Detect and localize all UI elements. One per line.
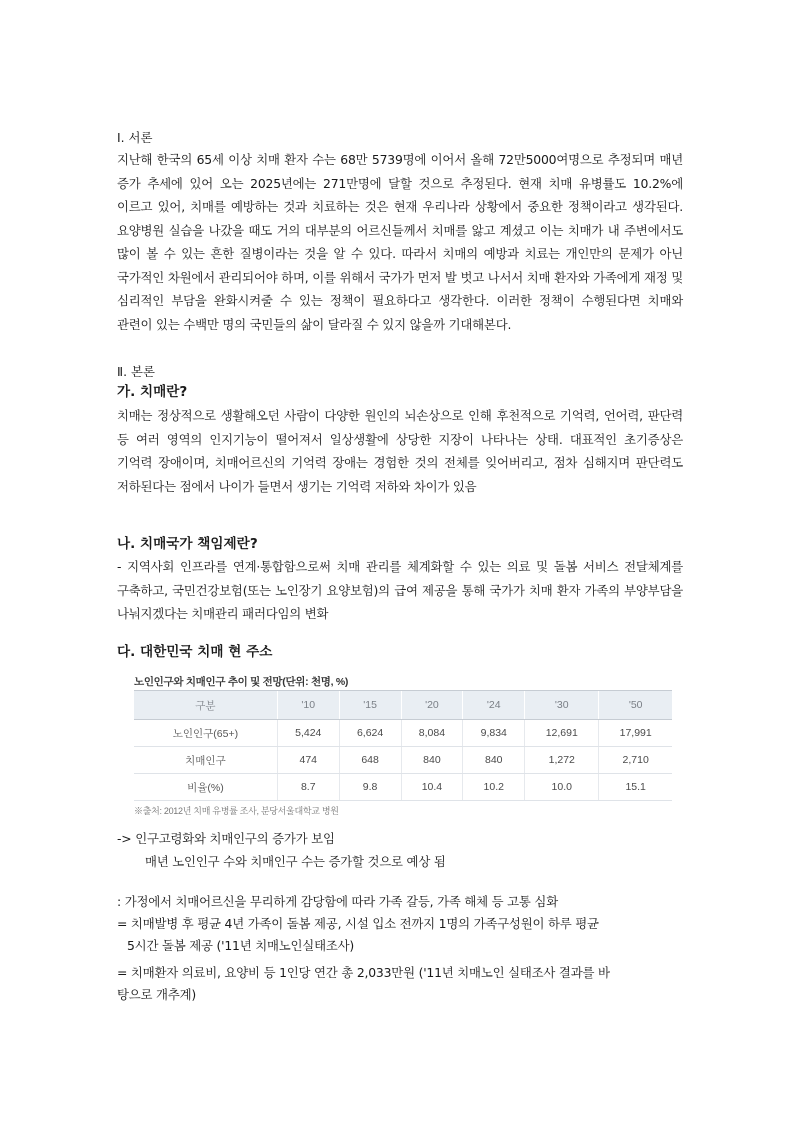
table-cell: 840 — [463, 747, 525, 774]
figure-source: ※출처: 2012년 치매 유병률 조사, 분당서울대학교 병원 — [134, 806, 339, 816]
table-header-cell: '10 — [277, 691, 339, 720]
table-cell: 8,084 — [401, 720, 463, 747]
table-cell: 노인인구(65+) — [134, 720, 277, 747]
table-cell: 6,624 — [339, 720, 401, 747]
table-cell: 5,424 — [277, 720, 339, 747]
table-header-cell: '30 — [525, 691, 599, 720]
impact-line: : 가정에서 치매어르신을 무리하게 감당함에 따라 가족 갈등, 가족 해체 등 고통 심화 — [117, 894, 558, 909]
population-table — [134, 690, 672, 801]
care-line-2: 5시간 돌봄 제공 ('11년 치매노인실태조사) — [127, 938, 355, 953]
table-cell: 9.8 — [339, 774, 401, 801]
body-heading: Ⅱ. 본론 — [117, 364, 155, 379]
table-cell: 10.2 — [463, 774, 525, 801]
table-cell: 17,991 — [599, 720, 672, 747]
table-cell: 648 — [339, 747, 401, 774]
section-c-title: 다. 대한민국 치매 현 주소 — [117, 644, 273, 660]
table-header-cell: 구분 — [134, 691, 277, 720]
figure-title: 노인인구와 치매인구 추이 및 전망(단위: 천명, %) — [134, 676, 349, 688]
care-line-1: = 치매발병 후 평균 4년 가족이 돌봄 제공, 시설 입소 전까지 1명의 가족구성원이 하루 평균 — [117, 916, 599, 931]
table-header-row — [134, 691, 672, 720]
section-b-title: 나. 치매국가 책임제란? — [117, 536, 258, 552]
section-a-paragraph: 치매는 정상적으로 생활해오던 사람이 다양한 원인의 뇌손상으로 인해 후천적으로 기억력, 언어력, 판단력 등 여러 영역의 인지기능이 떨어져서 일상생활에 상당한 지장이 나타나는 상태. 대표적인 초기증상은 기억력 장애이며, 치매어르신의 기억력 장애는 경험한 것의 전체를 잊어버리고, 점차 심해지며 판단력도 저하된다는 점에서 나이가 들면서 생기는 기억력 저하와 차이가 있음 — [117, 408, 687, 494]
table-cell: 비율(%) — [134, 774, 277, 801]
section-a-title: 가. 치매란? — [117, 384, 188, 400]
table-header-cell: '50 — [599, 691, 672, 720]
intro-heading: Ⅰ. 서론 — [117, 130, 153, 145]
note-line-2: 매년 노인인구 수와 치매인구 수는 증가할 것으로 예상 됨 — [145, 854, 446, 869]
table-cell: 치매인구 — [134, 747, 277, 774]
table-cell: 9,834 — [463, 720, 525, 747]
table-cell: 10.0 — [525, 774, 599, 801]
table-row — [134, 774, 672, 801]
note-line-1: -> 인구고령화와 치매인구의 증가가 보임 — [117, 831, 335, 846]
table-cell: 12,691 — [525, 720, 599, 747]
cost-line-2: 탕으로 개추계) — [117, 987, 196, 1002]
table-cell: 474 — [277, 747, 339, 774]
section-b-paragraph: - 지역사회 인프라를 연계·통합함으로써 치매 관리를 체계화할 수 있는 의료 및 돌봄 서비스 전달체계를 구축하고, 국민건강보험(또는 노인장기 요양보험)의 급여 제공을 통해 국가가 치매 환자 가족의 부양부담을 나눠지겠다는 치매관리 패러다임의 변화 — [117, 559, 687, 621]
table-row — [134, 747, 672, 774]
table-row — [134, 720, 672, 747]
table-cell: 1,272 — [525, 747, 599, 774]
table-header-cell: '15 — [339, 691, 401, 720]
table-cell: 8.7 — [277, 774, 339, 801]
table-cell: 840 — [401, 747, 463, 774]
table-cell: 2,710 — [599, 747, 672, 774]
intro-paragraph: 지난해 한국의 65세 이상 치매 환자 수는 68만 5739명에 이어서 올해 72만5000여명으로 추정되며 매년 증가 추세에 있어 오는 2025년에는 271만명에 달할 것으로 추정된다. 현재 치매 유병률도 10.2%에 이르고 있어, 치매를 예방하는 것과 치료하는 것은 현재 우리나라 상황에서 중요한 정책이라고 생각된다. 요양병원 실습을 나갔을 때도 거의 대부분의 어르신들께서 치매를 앓고 계셨고 이는 치매가 내 주변에서도 많이 볼 수 있는 흔한 질병이라는 것을 알 수 있다. 따라서 치매의 예방과 치료는 개인만의 문제가 아닌 국가적인 차원에서 관리되어야 하며, 이를 위해서 국가가 먼저 발 벗고 나서서 치매 환자와 가족에게 재정 및 심리적인 부담을 완화시켜줄 수 있는 정책이 필요하다고 생각한다. 이러한 정책이 수행된다면 치매와 관련이 있는 수백만 명의 국민들의 삶이 달라질 수 있지 않을까 기대해본다. — [117, 152, 687, 332]
table-cell: 10.4 — [401, 774, 463, 801]
table-header-cell: '24 — [463, 691, 525, 720]
cost-line-1: = 치매환자 의료비, 요양비 등 1인당 연간 총 2,033만원 ('11년 치매노인 실태조사 결과를 바 — [117, 965, 610, 980]
table-header-cell: '20 — [401, 691, 463, 720]
table-cell: 15.1 — [599, 774, 672, 801]
dementia-population-figure — [122, 668, 679, 820]
